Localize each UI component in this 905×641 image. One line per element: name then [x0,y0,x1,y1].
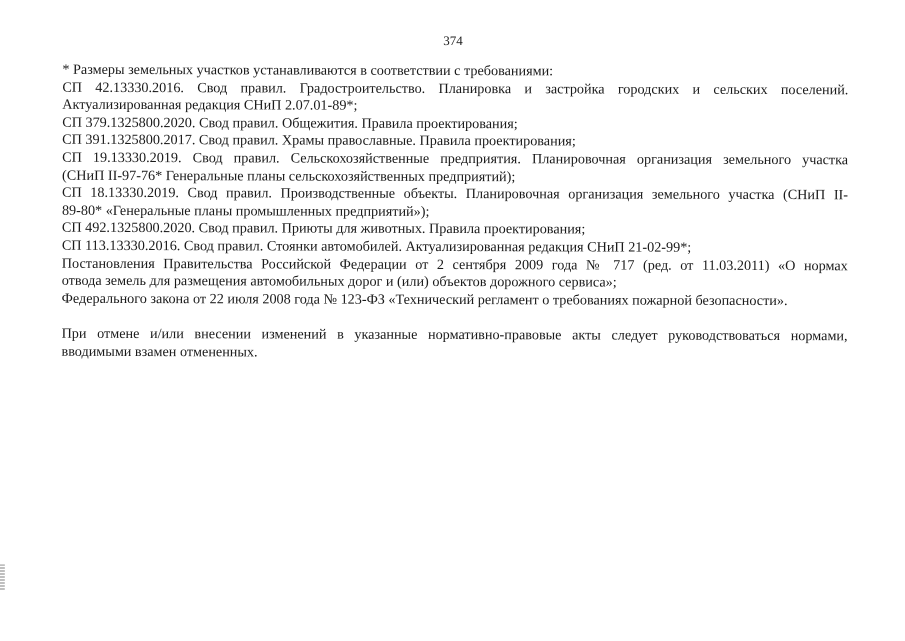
requirement-line-law-123fz: Федерального закона от 22 июля 2008 года № 123-ФЗ «Технический регламент о требованиях пожарной безопасности». [61,290,788,309]
requirement-line-sp113: СП 113.13330.2016. Свод правил. Стоянки автомобилей. Актуализированная редакция СНиП 21-02-99*; [61,237,692,256]
requirement-line-sp18: СП 18.13330.2019. Свод правил. Производственные объекты. Планировочная организация земельного участка (СНиП II- [61,184,849,204]
scan-edge-mark [0,565,5,591]
document-body [61,62,848,364]
page-number: 374 [443,32,463,49]
requirements-intro: * Размеры земельных участков устанавливаются в соответствии с требованиями: [62,61,554,80]
note-line-2: вводимыми взамен отмененных. [61,343,258,361]
requirement-line-sp19-cont: (СНиП II-97-76* Генеральные планы сельскохозяйственных предприятий); [62,167,516,185]
requirement-line-sp42-cont: Актуализированная редакция СНиП 2.07.01-89*; [62,96,358,114]
requirement-line-sp18-cont: 89-80* «Генеральные планы промышленных предприятий»); [61,202,430,220]
requirement-line-decree-717: Постановления Правительства Российской Федерации от 2 сентября 2009 года № 717 (ред. от 11.03.2011) «О нормах [61,255,848,274]
requirement-line-sp391: СП 391.1325800.2017. Свод правил. Храмы православные. Правила проектирования; [62,132,576,150]
requirement-line-sp492: СП 492.1325800.2020. Свод правил. Приюты для животных. Правила проектирования; [61,220,586,238]
note-line-1: При отмене и/или внесении изменений в указанные нормативно-правовые акты следует руководствоваться нормами, [61,326,848,345]
requirement-line-decree-717-cont: отвода земель для размещения автомобильных дорог и (или) объектов дорожного сервиса»; [61,272,617,291]
requirement-line-sp42: СП 42.13330.2016. Свод правил. Градостроительство. Планировка и застройка городских и сельских поселений. [62,79,849,98]
requirement-line-sp19: СП 19.13330.2019. Свод правил. Сельскохозяйственные предприятия. Планировочная организация земельного участка [62,149,849,169]
requirement-line-sp379: СП 379.1325800.2020. Свод правил. Общежития. Правила проектирования; [62,114,518,132]
